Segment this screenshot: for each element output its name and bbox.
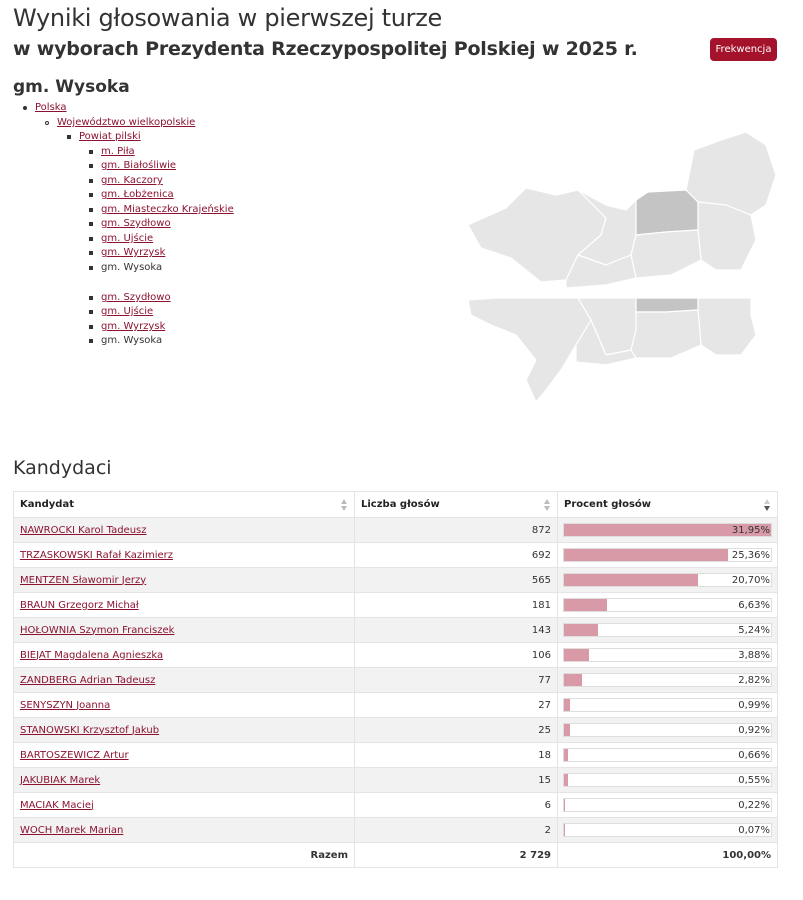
municipality-link-bialosliwie[interactable]: gm. Białośliwie <box>101 160 177 171</box>
candidate-cell <box>14 693 355 718</box>
breadcrumb-country-link[interactable]: Polska <box>35 102 67 113</box>
percent-value: 0,99% <box>738 700 770 711</box>
column-header-candidate[interactable] <box>14 492 355 518</box>
breadcrumb-voivodeship <box>57 117 195 128</box>
percent-cell <box>558 643 778 668</box>
table-row <box>14 768 778 793</box>
percent-cell <box>558 518 778 543</box>
bullet-icon <box>45 121 49 125</box>
candidates-table <box>13 491 778 868</box>
bullet-icon <box>89 251 93 255</box>
bullet-icon <box>89 179 93 183</box>
bullet-icon <box>89 164 93 168</box>
table-row <box>14 543 778 568</box>
map-region <box>468 298 591 402</box>
table-row <box>14 618 778 643</box>
percent-value: 0,07% <box>738 825 770 836</box>
municipality-link-wyrzysk-repeat[interactable]: gm. Wyrzysk <box>101 321 166 332</box>
votes-cell: 77 <box>355 668 558 693</box>
bullet-icon <box>89 222 93 226</box>
table-row <box>14 518 778 543</box>
votes-cell: 27 <box>355 693 558 718</box>
breadcrumb-county-link[interactable]: Powiat pilski <box>79 131 141 142</box>
percent-value: 2,82% <box>738 675 770 686</box>
percent-bar <box>564 674 582 686</box>
percent-bar <box>564 774 568 786</box>
candidate-link[interactable]: WOCH Marek Marian <box>20 824 124 836</box>
municipality-link-wyrzysk[interactable]: gm. Wyrzysk <box>101 247 166 258</box>
bullet-icon <box>89 208 93 212</box>
percent-cell <box>558 818 778 843</box>
votes-cell: 18 <box>355 743 558 768</box>
table-row <box>14 793 778 818</box>
percent-bar <box>564 574 698 586</box>
votes-cell: 106 <box>355 643 558 668</box>
column-header-label: Liczba głosów <box>361 499 440 510</box>
municipality-current: gm. Wysoka <box>101 262 163 273</box>
municipality-link-ujscie-repeat[interactable]: gm. Ujście <box>101 306 154 317</box>
municipality-current-repeat: gm. Wysoka <box>101 335 163 346</box>
percent-cell <box>558 593 778 618</box>
column-header-percent[interactable] <box>558 492 778 518</box>
municipality-link-miasteczko[interactable]: gm. Miasteczko Krajeńskie <box>101 204 234 215</box>
sort-desc-icon <box>764 499 771 511</box>
percent-value: 20,70% <box>731 575 770 586</box>
candidate-link[interactable]: BRAUN Grzegorz Michał <box>20 599 139 611</box>
votes-cell: 692 <box>355 543 558 568</box>
percent-cell <box>558 668 778 693</box>
candidate-link[interactable]: SENYSZYN Joanna <box>20 699 111 711</box>
candidate-link[interactable]: BARTOSZEWICZ Artur <box>20 749 129 761</box>
column-header-label: Procent głosów <box>564 499 652 510</box>
candidate-link[interactable]: JAKUBIAK Marek <box>20 774 101 786</box>
table-row <box>14 568 778 593</box>
candidate-cell <box>14 718 355 743</box>
percent-value: 5,24% <box>738 625 770 636</box>
percent-bar <box>564 549 728 561</box>
percent-value: 3,88% <box>738 650 770 661</box>
candidate-cell <box>14 768 355 793</box>
total-votes: 2 729 <box>355 843 558 868</box>
total-label: Razem <box>14 843 355 868</box>
bullet-icon <box>89 150 93 154</box>
column-header-label: Kandydat <box>20 499 74 510</box>
bullet-icon <box>89 237 93 241</box>
municipality-link-kaczory[interactable]: gm. Kaczory <box>101 175 163 186</box>
candidate-cell <box>14 743 355 768</box>
percent-value: 0,66% <box>738 750 770 761</box>
column-header-votes[interactable] <box>355 492 558 518</box>
map-region <box>631 310 701 358</box>
municipality-link-szydlowo-repeat[interactable]: gm. Szydłowo <box>101 292 171 303</box>
percent-value: 0,22% <box>738 800 770 811</box>
table-row <box>14 718 778 743</box>
percent-cell <box>558 768 778 793</box>
sort-icon <box>544 499 551 511</box>
map-region-selected <box>636 298 698 312</box>
unit-name: gm. Wysoka <box>13 77 130 97</box>
breadcrumb-country <box>35 102 67 113</box>
percent-value: 6,63% <box>738 600 770 611</box>
percent-bar <box>564 799 565 811</box>
percent-cell <box>558 718 778 743</box>
percent-cell <box>558 618 778 643</box>
votes-cell: 143 <box>355 618 558 643</box>
candidate-link[interactable]: BIEJAT Magdalena Agnieszka <box>20 649 164 661</box>
municipality-link-szydlowo[interactable]: gm. Szydłowo <box>101 218 171 229</box>
candidate-cell <box>14 668 355 693</box>
bullet-icon <box>89 339 93 343</box>
breadcrumb-voivodeship-link[interactable]: Województwo wielkopolskie <box>57 117 196 128</box>
map-region <box>631 230 701 278</box>
sort-icon <box>341 499 348 511</box>
candidate-cell <box>14 543 355 568</box>
table-row <box>14 593 778 618</box>
map-region <box>698 298 756 355</box>
percent-cell <box>558 743 778 768</box>
candidates-heading: Kandydaci <box>13 457 112 479</box>
votes-cell: 6 <box>355 793 558 818</box>
percent-bar <box>564 749 568 761</box>
candidate-cell <box>14 568 355 593</box>
candidate-cell <box>14 618 355 643</box>
percent-bar <box>564 624 598 636</box>
bullet-icon <box>89 310 93 314</box>
percent-cell <box>558 568 778 593</box>
percent-value: 31,95% <box>731 525 770 536</box>
percent-bar <box>564 724 570 736</box>
votes-cell: 872 <box>355 518 558 543</box>
municipality-link-ujscie[interactable]: gm. Ujście <box>101 233 154 244</box>
candidate-link[interactable]: NAWROCKI Karol Tadeusz <box>20 524 147 536</box>
percent-value: 25,36% <box>731 550 770 561</box>
votes-cell: 15 <box>355 768 558 793</box>
candidate-link[interactable]: TRZASKOWSKI Rafał Kazimierz <box>20 549 173 561</box>
percent-value: 0,55% <box>738 775 770 786</box>
candidate-cell <box>14 593 355 618</box>
table-row <box>14 743 778 768</box>
bullet-icon <box>89 266 93 270</box>
bullet-icon <box>89 296 93 300</box>
percent-bar <box>564 649 589 661</box>
percent-cell <box>558 793 778 818</box>
percent-cell <box>558 693 778 718</box>
municipality-link-pila[interactable]: m. Piła <box>101 146 135 157</box>
percent-value: 0,92% <box>738 725 770 736</box>
candidate-link[interactable]: STANOWSKI Krzysztof Jakub <box>20 724 160 736</box>
breadcrumb-county <box>79 131 141 142</box>
table-row <box>14 693 778 718</box>
table-row <box>14 643 778 668</box>
candidate-link[interactable]: ZANDBERG Adrian Tadeusz <box>20 674 156 686</box>
map-region-selected <box>636 190 698 235</box>
votes-cell: 2 <box>355 818 558 843</box>
bullet-icon <box>89 193 93 197</box>
table-row <box>14 668 778 693</box>
candidate-link[interactable]: MENTZEN Sławomir Jerzy <box>20 574 147 586</box>
bullet-icon <box>23 106 27 110</box>
turnout-button[interactable]: Frekwencja <box>710 38 777 61</box>
table-row <box>14 818 778 843</box>
candidate-cell <box>14 793 355 818</box>
percent-bar <box>564 599 607 611</box>
page-title: Wyniki głosowania w pierwszej turze <box>13 4 443 32</box>
candidate-link[interactable]: HOŁOWNIA Szymon Franciszek <box>20 624 175 636</box>
candidate-link[interactable]: MACIAK Maciej <box>20 799 94 811</box>
total-percent: 100,00% <box>558 843 778 868</box>
county-map[interactable] <box>466 130 778 405</box>
candidate-cell <box>14 643 355 668</box>
percent-cell <box>558 543 778 568</box>
percent-bar <box>564 699 570 711</box>
votes-cell: 565 <box>355 568 558 593</box>
votes-cell: 181 <box>355 593 558 618</box>
municipality-link-lobzenica[interactable]: gm. Łobżenica <box>101 189 174 200</box>
page-subtitle: w wyborach Prezydenta Rzeczypospolitej Polskiej w 2025 r. <box>13 38 638 60</box>
votes-cell: 25 <box>355 718 558 743</box>
bullet-icon <box>67 135 71 139</box>
candidate-cell <box>14 518 355 543</box>
bullet-icon <box>89 325 93 329</box>
candidate-cell <box>14 818 355 843</box>
